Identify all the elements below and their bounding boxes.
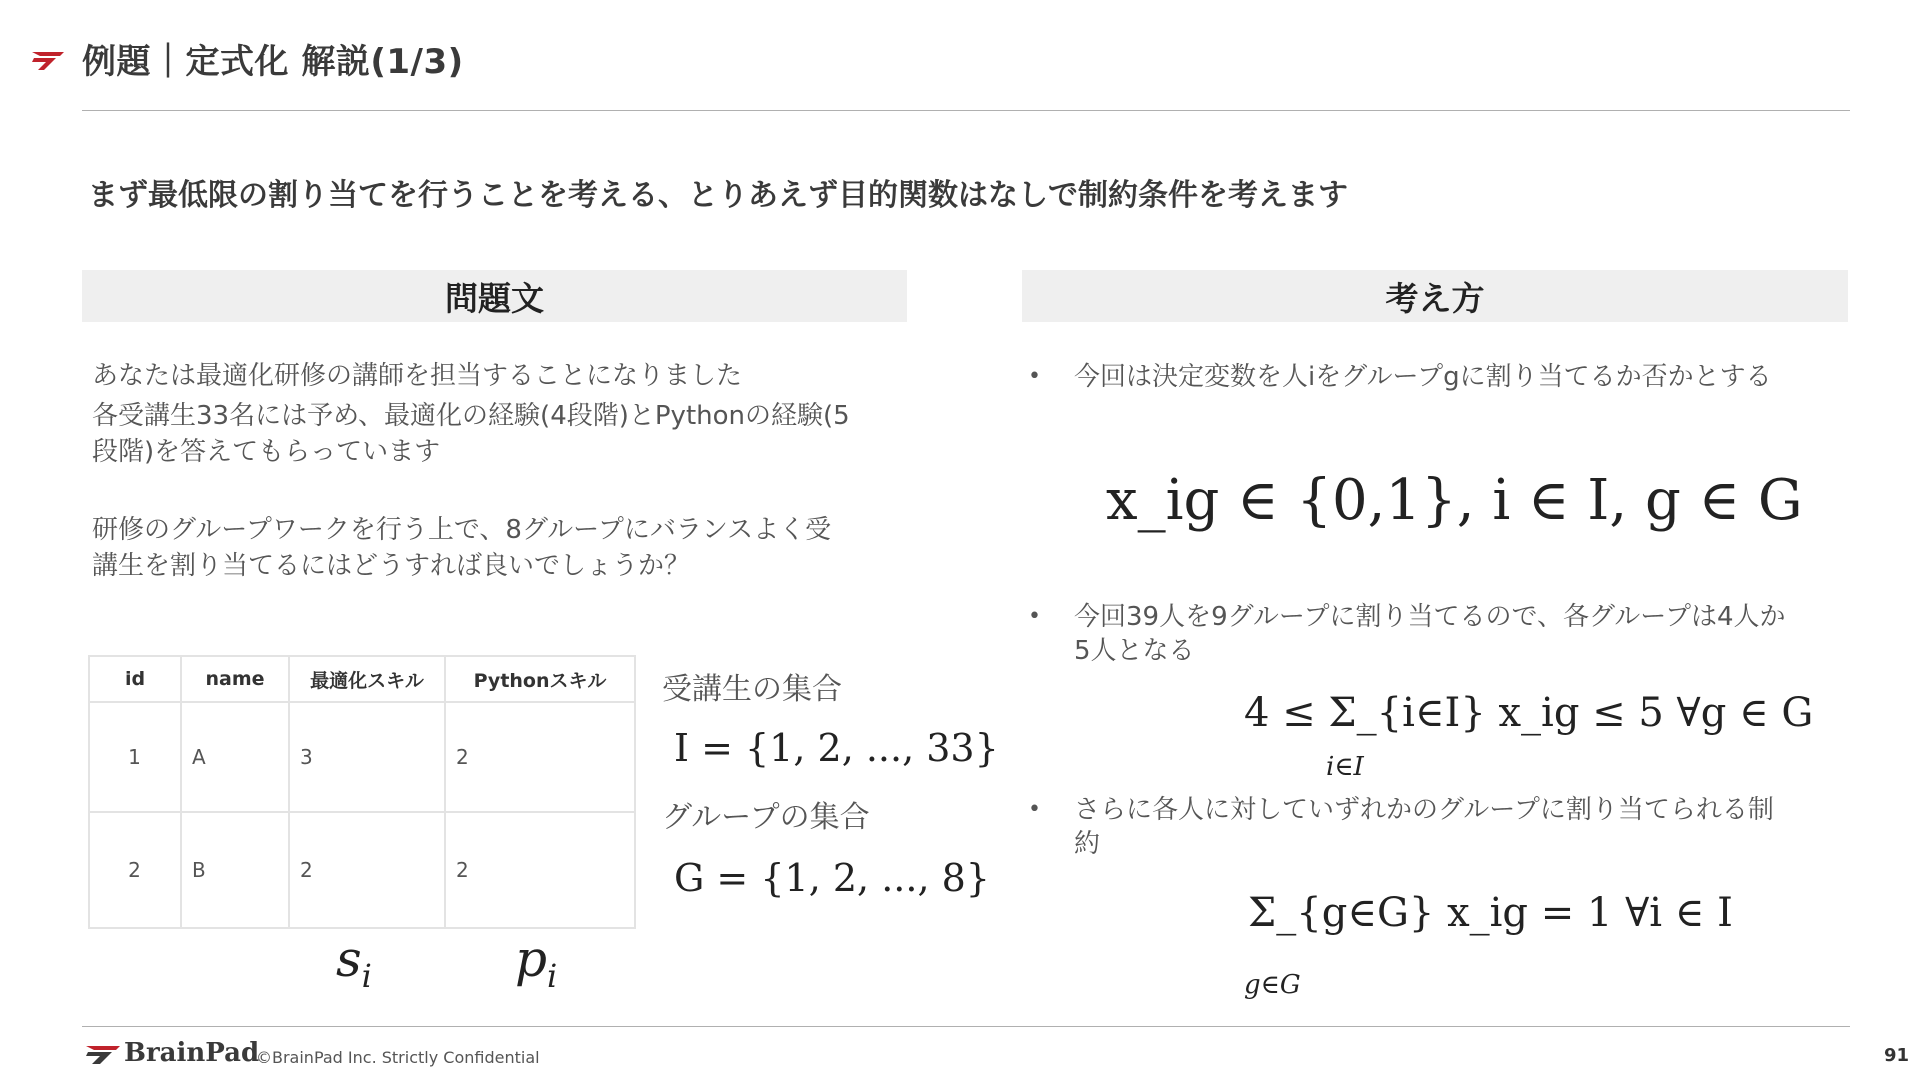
student-skill-table	[88, 655, 636, 929]
bullet-decision-variable: 今回は決定変数を人iをグループgに割り当てるか否かとする	[1074, 362, 1772, 392]
problem-line: 研修のグループワークを行う上で、8グループにバランスよく受	[92, 515, 832, 545]
page-title: 例題｜定式化 解説(1/3)	[82, 42, 464, 82]
column-header-python-skill: Pythonスキル	[445, 656, 635, 702]
formula-assignment-subscript: g∈G	[1244, 970, 1301, 1000]
student-set-label: 受講生の集合	[662, 672, 842, 707]
problem-paragraph-1	[92, 358, 912, 470]
cell-python-skill: 2	[445, 702, 635, 812]
cell-name: A	[181, 702, 289, 812]
formula-assignment-constraint: Σ_{g∈G} x_ig = 1 ∀i ∈ I	[1248, 890, 1733, 936]
problem-paragraph-2	[92, 512, 912, 584]
footer-divider	[82, 1026, 1850, 1027]
cell-python-skill: 2	[445, 812, 635, 928]
bullet-marker: •	[1028, 797, 1041, 822]
symbol-s-i: $s_i$	[336, 930, 372, 995]
footer-logo-icon	[82, 1040, 124, 1068]
symbol-p-i: $p_i$	[515, 930, 558, 995]
group-set-label: グループの集合	[662, 800, 870, 835]
problem-line: あなたは最適化研修の講師を担当することになりました	[92, 361, 743, 391]
problem-line: 講生を割り当てるにはどうすれば良いでしょうか？	[92, 551, 691, 581]
column-header-name: name	[181, 656, 289, 702]
footer-copyright: ©BrainPad Inc. Strictly Confidential	[256, 1048, 540, 1067]
table-header-row	[89, 656, 635, 702]
column-header-id: id	[89, 656, 181, 702]
problem-line: 段階)を答えてもらっています	[92, 437, 441, 467]
problem-heading: 問題文	[82, 270, 907, 322]
bullet-marker: •	[1028, 364, 1041, 389]
table-row	[89, 702, 635, 812]
page-number: 91	[1884, 1045, 1910, 1066]
header-divider	[82, 110, 1850, 111]
group-set-formula: G = {1, 2, ..., 8}	[674, 856, 990, 900]
brainpad-logo-icon	[30, 44, 68, 74]
bullet-group-size: 今回39人を9グループに割り当てるので、各グループは4人か 5人となる	[1074, 602, 1786, 666]
cell-name: B	[181, 812, 289, 928]
problem-line: 各受講生33名には予め、最適化の経験(4段階)とPythonの経験(5	[92, 401, 850, 431]
formula-decision-variable: x_ig ∈ {0,1}, i ∈ I, g ∈ G	[1106, 468, 1803, 533]
footer-brand: BrainPad	[124, 1038, 260, 1068]
student-set-formula: I = {1, 2, ..., 33}	[674, 726, 999, 770]
table-row	[89, 812, 635, 928]
formula-group-size-subscript: i∈I	[1326, 752, 1364, 782]
bullet-assignment: さらに各人に対していずれかのグループに割り当てられる制 約	[1074, 795, 1774, 859]
cell-optimization-skill: 2	[289, 812, 445, 928]
formula-group-size-constraint: 4 ≤ Σ_{i∈I} x_ig ≤ 5 ∀g ∈ G	[1244, 690, 1814, 736]
cell-id: 1	[89, 702, 181, 812]
cell-optimization-skill: 3	[289, 702, 445, 812]
column-header-optimization-skill: 最適化スキル	[289, 656, 445, 702]
approach-heading: 考え方	[1022, 270, 1848, 322]
bullet-marker: •	[1028, 604, 1041, 629]
slide-subtitle: まず最低限の割り当てを行うことを考える、とりあえず目的関数はなしで制約条件を考えます	[88, 178, 1348, 213]
cell-id: 2	[89, 812, 181, 928]
